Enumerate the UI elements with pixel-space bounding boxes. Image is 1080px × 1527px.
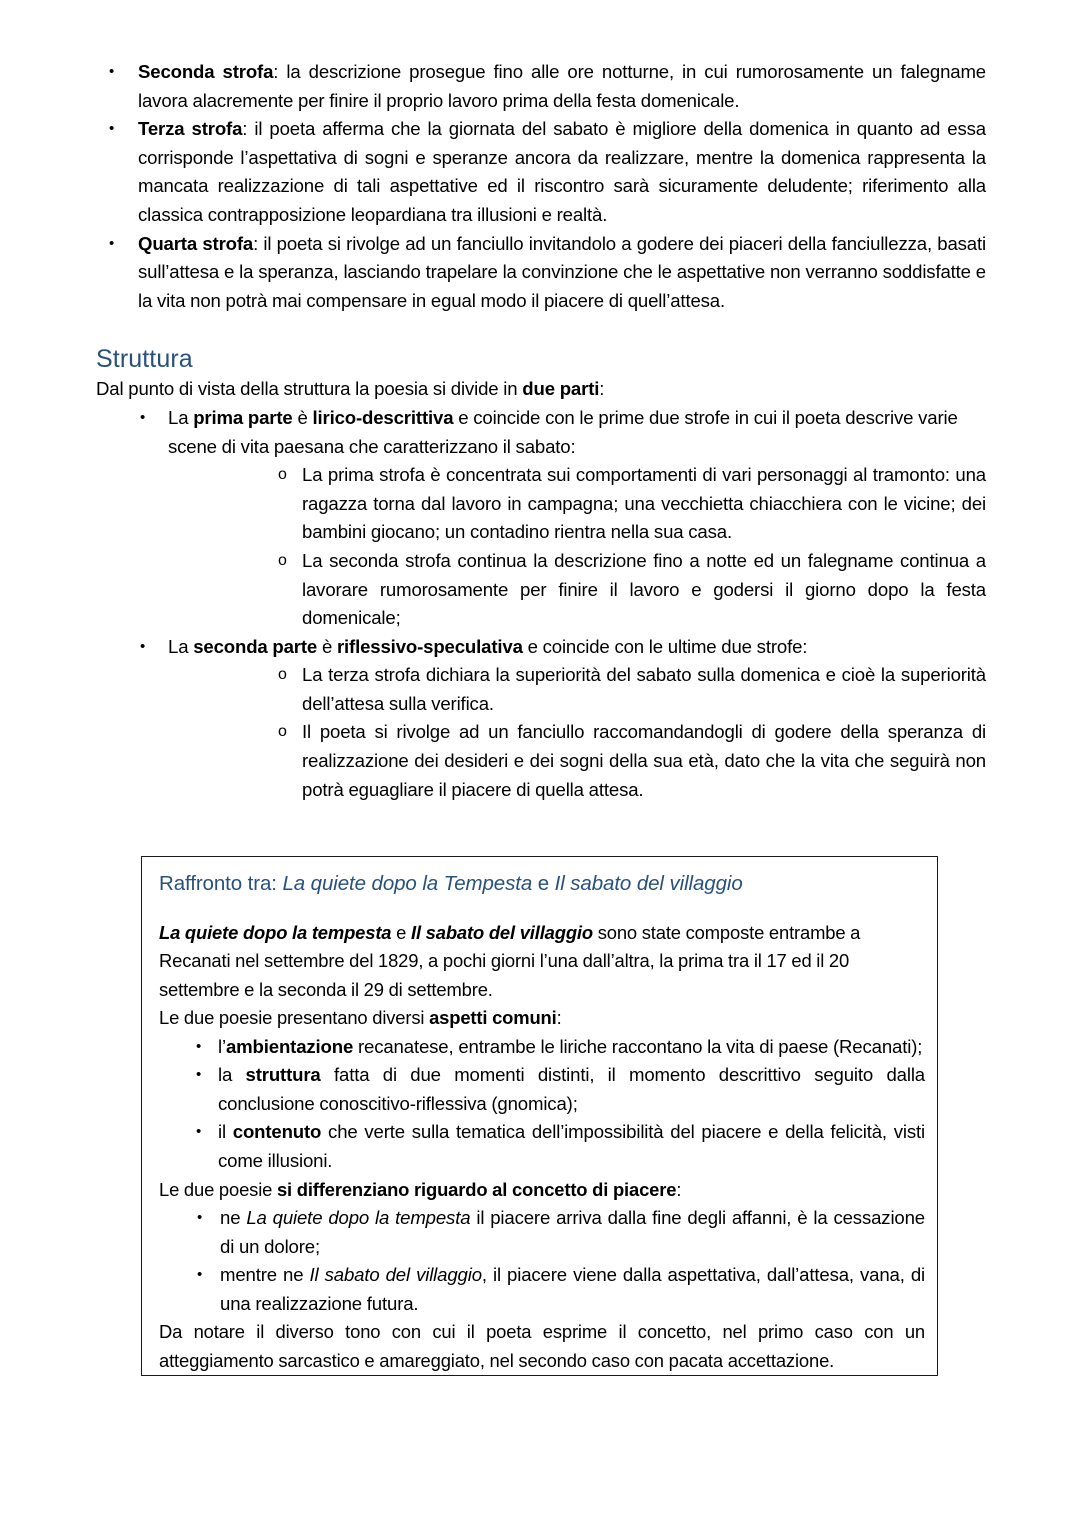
bullet-circle-icon: o (278, 466, 287, 484)
item-post: , il piacere viene dalla aspettativa, dall’attesa, vana, di una realizzazione futura. (220, 1264, 926, 1314)
item-post: recanatese, entrambe le liriche raccontano la vita di paese (Recanati); (353, 1035, 923, 1057)
poem-title: La quiete dopo la tempesta (246, 1207, 471, 1228)
list-item-text: La prima strofa è concentrata sui comportamenti di vari personaggi al tramonto: una ragazza torna dal lavoro in campagna; una vecchietta chiacchiera con le vicine; dei bambini giocano; un contadino rientra nella sua casa. (302, 464, 986, 543)
bullet-disc-icon: • (196, 1123, 202, 1141)
intro-conj: e (391, 922, 411, 943)
bullet-disc-icon: • (196, 1037, 202, 1055)
list-item (96, 633, 986, 805)
comparison-box-content (159, 869, 925, 1375)
list-item (96, 230, 986, 316)
part-mid: è (317, 635, 337, 657)
list-item (159, 1061, 925, 1118)
poem-title-1-bold: La quiete dopo la tempesta (159, 922, 392, 943)
list-item-text (138, 58, 986, 115)
lead-c: : (676, 1178, 682, 1200)
bullet-disc-icon: • (140, 408, 146, 426)
item-pre: mentre ne (220, 1264, 310, 1286)
lead-bold: aspetti comuni (429, 1007, 557, 1029)
lead-a: Le due poesie presentano diversi (159, 1007, 430, 1029)
differences-list (159, 1204, 925, 1318)
item-pre: la (218, 1064, 246, 1086)
list-item (96, 404, 986, 633)
strofe-list (96, 58, 986, 315)
comparison-box (141, 856, 938, 1376)
strofa-label: Quarta strofa (138, 232, 254, 254)
bullet-disc-icon: • (197, 1209, 203, 1226)
list-item-text (168, 633, 986, 662)
list-item-text (138, 230, 986, 316)
struttura-intro (96, 375, 986, 404)
part-post: e coincide con le prime due strofe in cui il poeta descrive varie scene di vita paesana che caratterizzano il sabato: (168, 406, 958, 457)
common-aspects-list (159, 1033, 925, 1176)
struttura-sub-list (168, 461, 986, 633)
strofa-text: : la descrizione prosegue fino alle ore notturne, in cui rumorosamente un falegname lavora alacremente per finire il proprio lavoro prima della festa domenicale. (138, 61, 986, 111)
comparison-box-title (159, 869, 925, 899)
item-post: il piacere arriva dalla fine degli affanni, è la cessazione di un dolore; (220, 1207, 925, 1257)
intro-text: sono state composte entrambe a Recanati nel settembre del 1829, a pochi giorni l’una dall’altra, la prima tra il 17 ed il 20 settembre e la seconda il 29 di settembre. (159, 922, 861, 1000)
part-name: prima parte (193, 406, 293, 428)
list-item-text (168, 404, 986, 461)
lead-a: Le due poesie (159, 1178, 277, 1200)
struttura-intro-c: : (599, 378, 605, 400)
item-pre: ne (220, 1207, 247, 1228)
list-item-text: Il poeta si rivolge ad un fanciullo raccomandandogli di godere della speranza di realizzazione dei desideri e dei sogni della sua età, dato che la vita che seguirà non potrà eguagliare il piacere di quella attesa. (302, 721, 986, 800)
strofa-text: : il poeta si rivolge ad un fanciullo invitandolo a godere dei piaceri della fanciullezza, basati sull’attesa e la speranza, lasciando trapelare la convinzione che le aspettative non verranno soddisfatte e la vita non potrà mai compensare in egual modo il piacere di quell’attesa. (138, 232, 986, 311)
item-keyword: contenuto (232, 1121, 322, 1143)
struttura-intro-a: Dal punto di vista della struttura la poesia si divide in (96, 378, 523, 400)
list-item (159, 1118, 925, 1175)
differences-lead (159, 1176, 925, 1204)
strofa-text: : il poeta afferma che la giornata del sabato è migliore della domenica in quanto ad essa corrisponde l’aspettativa di sogni e speranze ancora da realizzare, mentre la domenica rappresenta la mancata realizzazione di tali aspettative ed il riscontro sarà sicuramente deludente; riferimento alla classica contrapposizione leopardiana tra illusioni e realtà. (138, 118, 986, 225)
poem-title-1: La quiete dopo la Tempesta (282, 872, 533, 895)
comparison-intro (159, 919, 925, 1004)
list-item-text (218, 1033, 925, 1062)
bullet-disc-icon: • (109, 234, 115, 252)
list-item (159, 1261, 925, 1318)
list-item-text (218, 1118, 925, 1175)
item-pre: l’ (218, 1035, 226, 1057)
bullet-circle-icon: o (278, 666, 287, 684)
list-item-text (220, 1204, 925, 1261)
list-item (159, 1033, 925, 1062)
struttura-parts-list (96, 404, 986, 804)
strofa-label: Terza strofa (138, 118, 243, 140)
title-prefix: Raffronto tra: (159, 872, 283, 895)
bullet-disc-icon: • (140, 637, 146, 655)
bullet-circle-icon: o (278, 551, 287, 569)
item-pre: il (218, 1121, 233, 1143)
part-pre: La (168, 406, 194, 428)
list-item-text: La seconda strofa continua la descrizione fino a notte ed un falegname continua a lavorare rumorosamente per finire il lavoro e godersi il giorno dopo la festa domenicale; (302, 549, 986, 629)
item-keyword: ambientazione (225, 1035, 354, 1057)
poem-title-2-bold: Il sabato del villaggio (411, 922, 593, 943)
list-item-text (218, 1061, 925, 1118)
list-item-text (220, 1261, 925, 1318)
struttura-sub-list (168, 661, 986, 804)
poem-title-2: Il sabato del villaggio (554, 872, 743, 895)
page-title: Struttura (96, 345, 193, 374)
item-keyword: struttura (245, 1064, 321, 1086)
spacer (96, 315, 986, 343)
common-aspects-lead (159, 1004, 925, 1032)
list-item-text: La terza strofa dichiara la superiorità del sabato sulla domenica e cioè la superiorità dell’attesa sulla verifica. (302, 664, 986, 714)
bullet-disc-icon: • (109, 120, 115, 138)
title-conj: e (532, 872, 555, 895)
list-item (168, 461, 986, 547)
poem-title: Il sabato del villaggio (309, 1264, 482, 1286)
struttura-intro-bold: due parti (522, 378, 600, 400)
bullet-disc-icon: • (197, 1266, 203, 1284)
part-pre: La (168, 635, 194, 657)
comparison-closing: Da notare il diverso tono con cui il poeta esprime il concetto, nel primo caso con un atteggiamento sarcastico e amareggiato, nel secondo caso con pacata accettazione. (159, 1321, 925, 1371)
list-item (159, 1204, 925, 1261)
lead-c: : (556, 1007, 562, 1029)
part-name: seconda parte (193, 635, 318, 657)
bullet-circle-icon: o (278, 723, 287, 741)
item-post: che verte sulla tematica dell’impossibilità del piacere e della felicità, visti come illusioni. (218, 1121, 926, 1171)
list-item (96, 115, 986, 229)
part-mid: è (292, 406, 313, 428)
list-item (168, 718, 986, 804)
bullet-disc-icon: • (196, 1066, 202, 1084)
part-type: lirico-descrittiva (312, 406, 454, 428)
spacer (159, 899, 925, 919)
part-type: riflessivo-speculativa (336, 635, 523, 657)
list-item (168, 661, 986, 718)
list-item (96, 58, 986, 115)
bullet-disc-icon: • (109, 63, 115, 80)
part-post: e coincide con le ultime due strofe: (522, 635, 808, 657)
list-item (168, 547, 986, 633)
document-body (96, 58, 986, 804)
item-post: fatta di due momenti distinti, il momento descrittivo seguito dalla conclusione conoscitivo-riflessiva (gnomica); (218, 1064, 925, 1114)
lead-bold: si differenziano riguardo al concetto di piacere (276, 1178, 677, 1200)
strofa-label: Seconda strofa (138, 61, 274, 82)
list-item-text (138, 115, 986, 229)
